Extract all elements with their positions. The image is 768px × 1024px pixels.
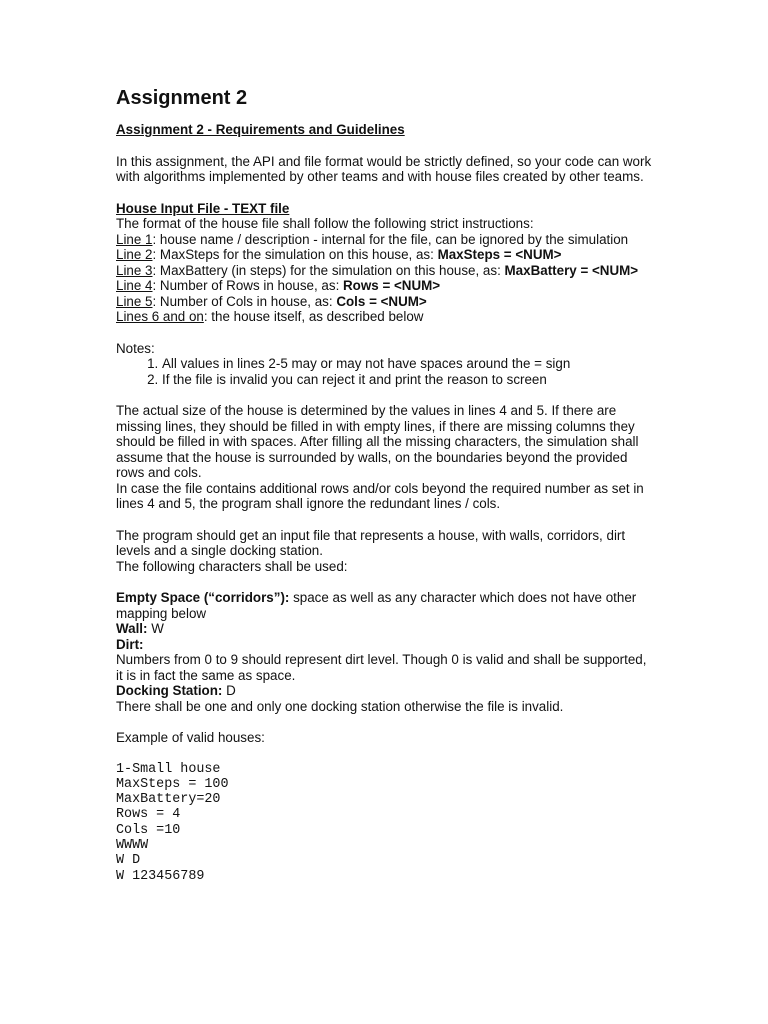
format-line [116,294,656,310]
line-text: : Number of Rows in house, as: [152,278,344,293]
line-text: : Number of Cols in house, as: [152,293,337,309]
format-line [116,247,656,263]
note-item: 1. All values in lines 2-5 may or may not have spaces around the = sign [162,356,656,372]
house-input-heading: House Input File - TEXT file [116,200,290,216]
redundant-paragraph: In case the file contains additional rows and/or cols beyond the required number as set in lines 4 and 5, the program shall ignore the redundant lines / cols. [116,480,644,511]
docking-label: Docking Station: [116,683,223,698]
format-line-list [116,232,656,325]
empty-space-text: space as well as any character which does not have other mapping below [116,590,637,621]
line-syntax: Cols = <NUM> [336,293,427,309]
code-line: Cols =10 [116,822,181,838]
empty-space-label: Empty Space (“corridors”): [116,590,290,605]
docking-text: D [222,683,236,698]
dirt-text: Numbers from 0 to 9 should represent dirt level. Though 0 is valid and shall be supported, it is in fact the same as space. [116,652,647,683]
code-line: 1-Small house [116,761,221,777]
line-label: Line 1 [116,231,153,247]
docking-definition [116,683,656,699]
line-text: : house name / description - internal for the file, can be ignored by the simulation [152,231,629,247]
document-title: Assignment 2 [116,87,248,109]
example-label: Example of valid houses: [116,730,265,745]
line-text: : MaxBattery (in steps) for the simulation on this house, as: [152,262,505,278]
dirt-label: Dirt: [116,636,144,652]
note-item: 2. If the file is invalid you can reject it and print the reason to screen [162,372,656,388]
characters-intro: The following characters shall be used: [116,558,348,574]
size-paragraph: The actual size of the house is determined by the values in lines 4 and 5. If there are missing lines, they should be filled in with empty lines, if there are missing columns they should be filled in with spaces. After filling all the missing characters, the simulation shall assume that the house is surrounded by walls, on the boundaries beyond the provided rows and cols. [116,403,639,480]
wall-text: W [147,621,164,636]
notes-list [116,356,656,387]
line-label: Line 5 [116,293,153,309]
format-line [116,232,656,248]
line-label: Lines 6 and on [116,309,204,324]
line-syntax: MaxBattery = <NUM> [504,262,639,278]
program-paragraph: The program should get an input file that represents a house, with walls, corridors, dirt levels and a single docking station. [116,527,626,558]
line-label: Line 4 [116,278,153,293]
docking-note: There shall be one and only one docking station otherwise the file is invalid. [116,698,564,714]
line-text: : the house itself, as described below [203,309,424,324]
line-label: Line 3 [116,262,153,278]
code-line: W 123456789 [116,868,205,884]
intro-paragraph: In this assignment, the API and file format would be strictly defined, so your code can work with algorithms implemented by other teams and with house files created by other teams. [116,153,652,184]
notes-label: Notes: [116,340,155,356]
line-text: : MaxSteps for the simulation on this house, as: [152,247,438,262]
document-page [116,86,656,884]
code-line: MaxSteps = 100 [116,776,229,792]
code-line: W D [116,853,141,869]
line-syntax: MaxSteps = <NUM> [437,247,562,262]
example-code-block [116,762,656,884]
format-intro: The format of the house file shall follow the following strict instructions: [116,216,534,231]
line-syntax: Rows = <NUM> [343,278,441,293]
code-line: WWWW [116,837,149,853]
document-subtitle: Assignment 2 - Requirements and Guidelines [116,122,405,137]
line-label: Line 2 [116,247,153,262]
wall-definition [116,621,656,637]
format-line [116,309,656,325]
empty-space-definition [116,590,656,621]
format-line [116,278,656,294]
wall-label: Wall: [116,621,148,636]
format-line [116,263,656,279]
code-line: MaxBattery=20 [116,792,221,808]
code-line: Rows = 4 [116,807,181,823]
